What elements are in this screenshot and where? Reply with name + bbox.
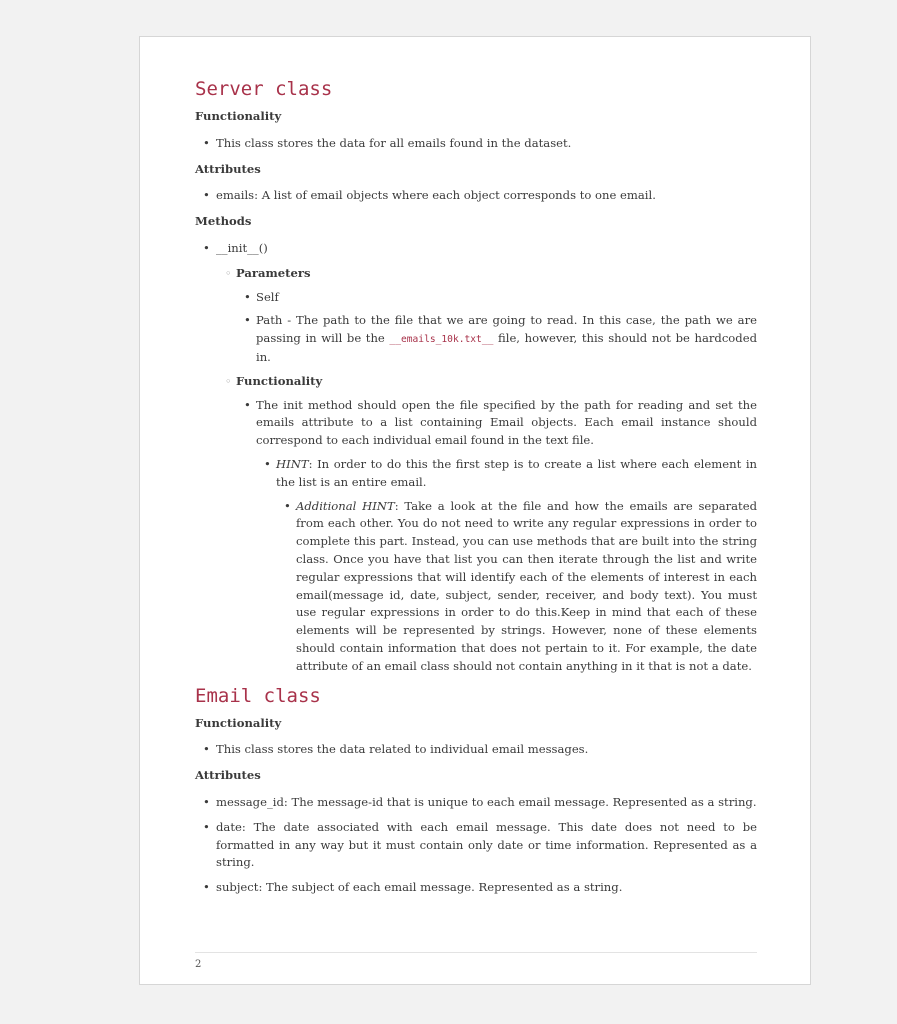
attribute-message-id: • message_id: The message-id that is unique to each email message. Represented as a string. bbox=[195, 794, 757, 812]
additional-hint-label: Additional HINT bbox=[296, 498, 395, 513]
functionality-label: Functionality bbox=[236, 373, 323, 388]
server-attributes-heading: Attributes bbox=[195, 161, 261, 176]
document-page bbox=[139, 36, 811, 985]
server-methods-list bbox=[195, 240, 757, 676]
hint-label: HINT bbox=[276, 456, 309, 471]
init-details-list bbox=[216, 265, 757, 676]
email-functionality-heading: Functionality bbox=[195, 715, 282, 730]
attribute-date: • date: The date associated with each email message. This date does not need to be formatted in any way but it must contain only date or time information. Represented as a string. bbox=[195, 819, 757, 872]
list-item: • This class stores the data for all emails found in the dataset. bbox=[195, 135, 757, 153]
page-content bbox=[195, 77, 757, 904]
server-functionality-list bbox=[195, 135, 757, 153]
list-item: • emails: A list of email objects where each object corresponds to one email. bbox=[195, 187, 757, 205]
filename-code: __emails_10k.txt__ bbox=[389, 334, 494, 346]
email-functionality-list bbox=[195, 741, 757, 759]
page-number: 2 bbox=[195, 959, 202, 970]
hint-item bbox=[256, 456, 757, 676]
additional-hint-text: : Take a look at the file and how the emails are separated from each other. You do not need to write any regular expressions in order to complete this part. Instead, you can use methods that are built into the string class. Once you have that list you can then iterate through the list and write regular expressions that will identify each of the elements of interest in each email(message id, date, subject, sender, receiver, and body text). You must use regular expressions in order to do this.Keep in mind that each of these elements will be represented by strings. However, none of these elements should contain information that does not pertain to it. For example, the date attribute of an email class should not contain anything in it that is not a date. bbox=[296, 498, 757, 673]
param-self: • Self bbox=[236, 289, 757, 307]
email-class-heading: Email class bbox=[195, 684, 321, 707]
method-name: __init__() bbox=[216, 240, 268, 255]
additional-hint-item bbox=[276, 498, 757, 676]
init-description bbox=[236, 397, 757, 676]
hint-paragraph bbox=[276, 456, 757, 492]
additional-hint-list bbox=[276, 498, 757, 676]
attribute-subject: • subject: The subject of each email message. Represented as a string. bbox=[195, 879, 757, 897]
email-attributes-list bbox=[195, 794, 757, 897]
server-class-heading: Server class bbox=[195, 78, 333, 100]
email-attributes-heading: Attributes bbox=[195, 768, 261, 783]
list-item: • This class stores the data related to individual email messages. bbox=[195, 741, 757, 759]
hint-list bbox=[256, 456, 757, 676]
method-init bbox=[195, 240, 757, 676]
server-attributes-list bbox=[195, 187, 757, 205]
init-functionality bbox=[216, 373, 757, 676]
functionality-list bbox=[236, 397, 757, 676]
parameters-list bbox=[236, 289, 757, 367]
parameters-label: Parameters bbox=[236, 265, 311, 280]
init-parameters bbox=[216, 265, 757, 367]
footer-divider bbox=[195, 952, 757, 953]
server-methods-heading: Methods bbox=[195, 214, 252, 229]
init-description-text: • The init method should open the file specified by the path for reading and set the emails attribute to a list containing Email objects. Each email instance should correspond to each individual email found in the text file. bbox=[256, 397, 757, 448]
param-path-text-end: file, however, this should not be hardcoded in. bbox=[256, 331, 757, 364]
server-functionality-heading: Functionality bbox=[195, 109, 282, 123]
param-path-text: Path - The path to the file that we are going to read. In this case, the path we are passing in will be the bbox=[256, 313, 757, 346]
param-path bbox=[236, 312, 757, 366]
hint-text: : In order to do this the first step is to create a list where each element in the list is an entire email. bbox=[276, 456, 757, 489]
